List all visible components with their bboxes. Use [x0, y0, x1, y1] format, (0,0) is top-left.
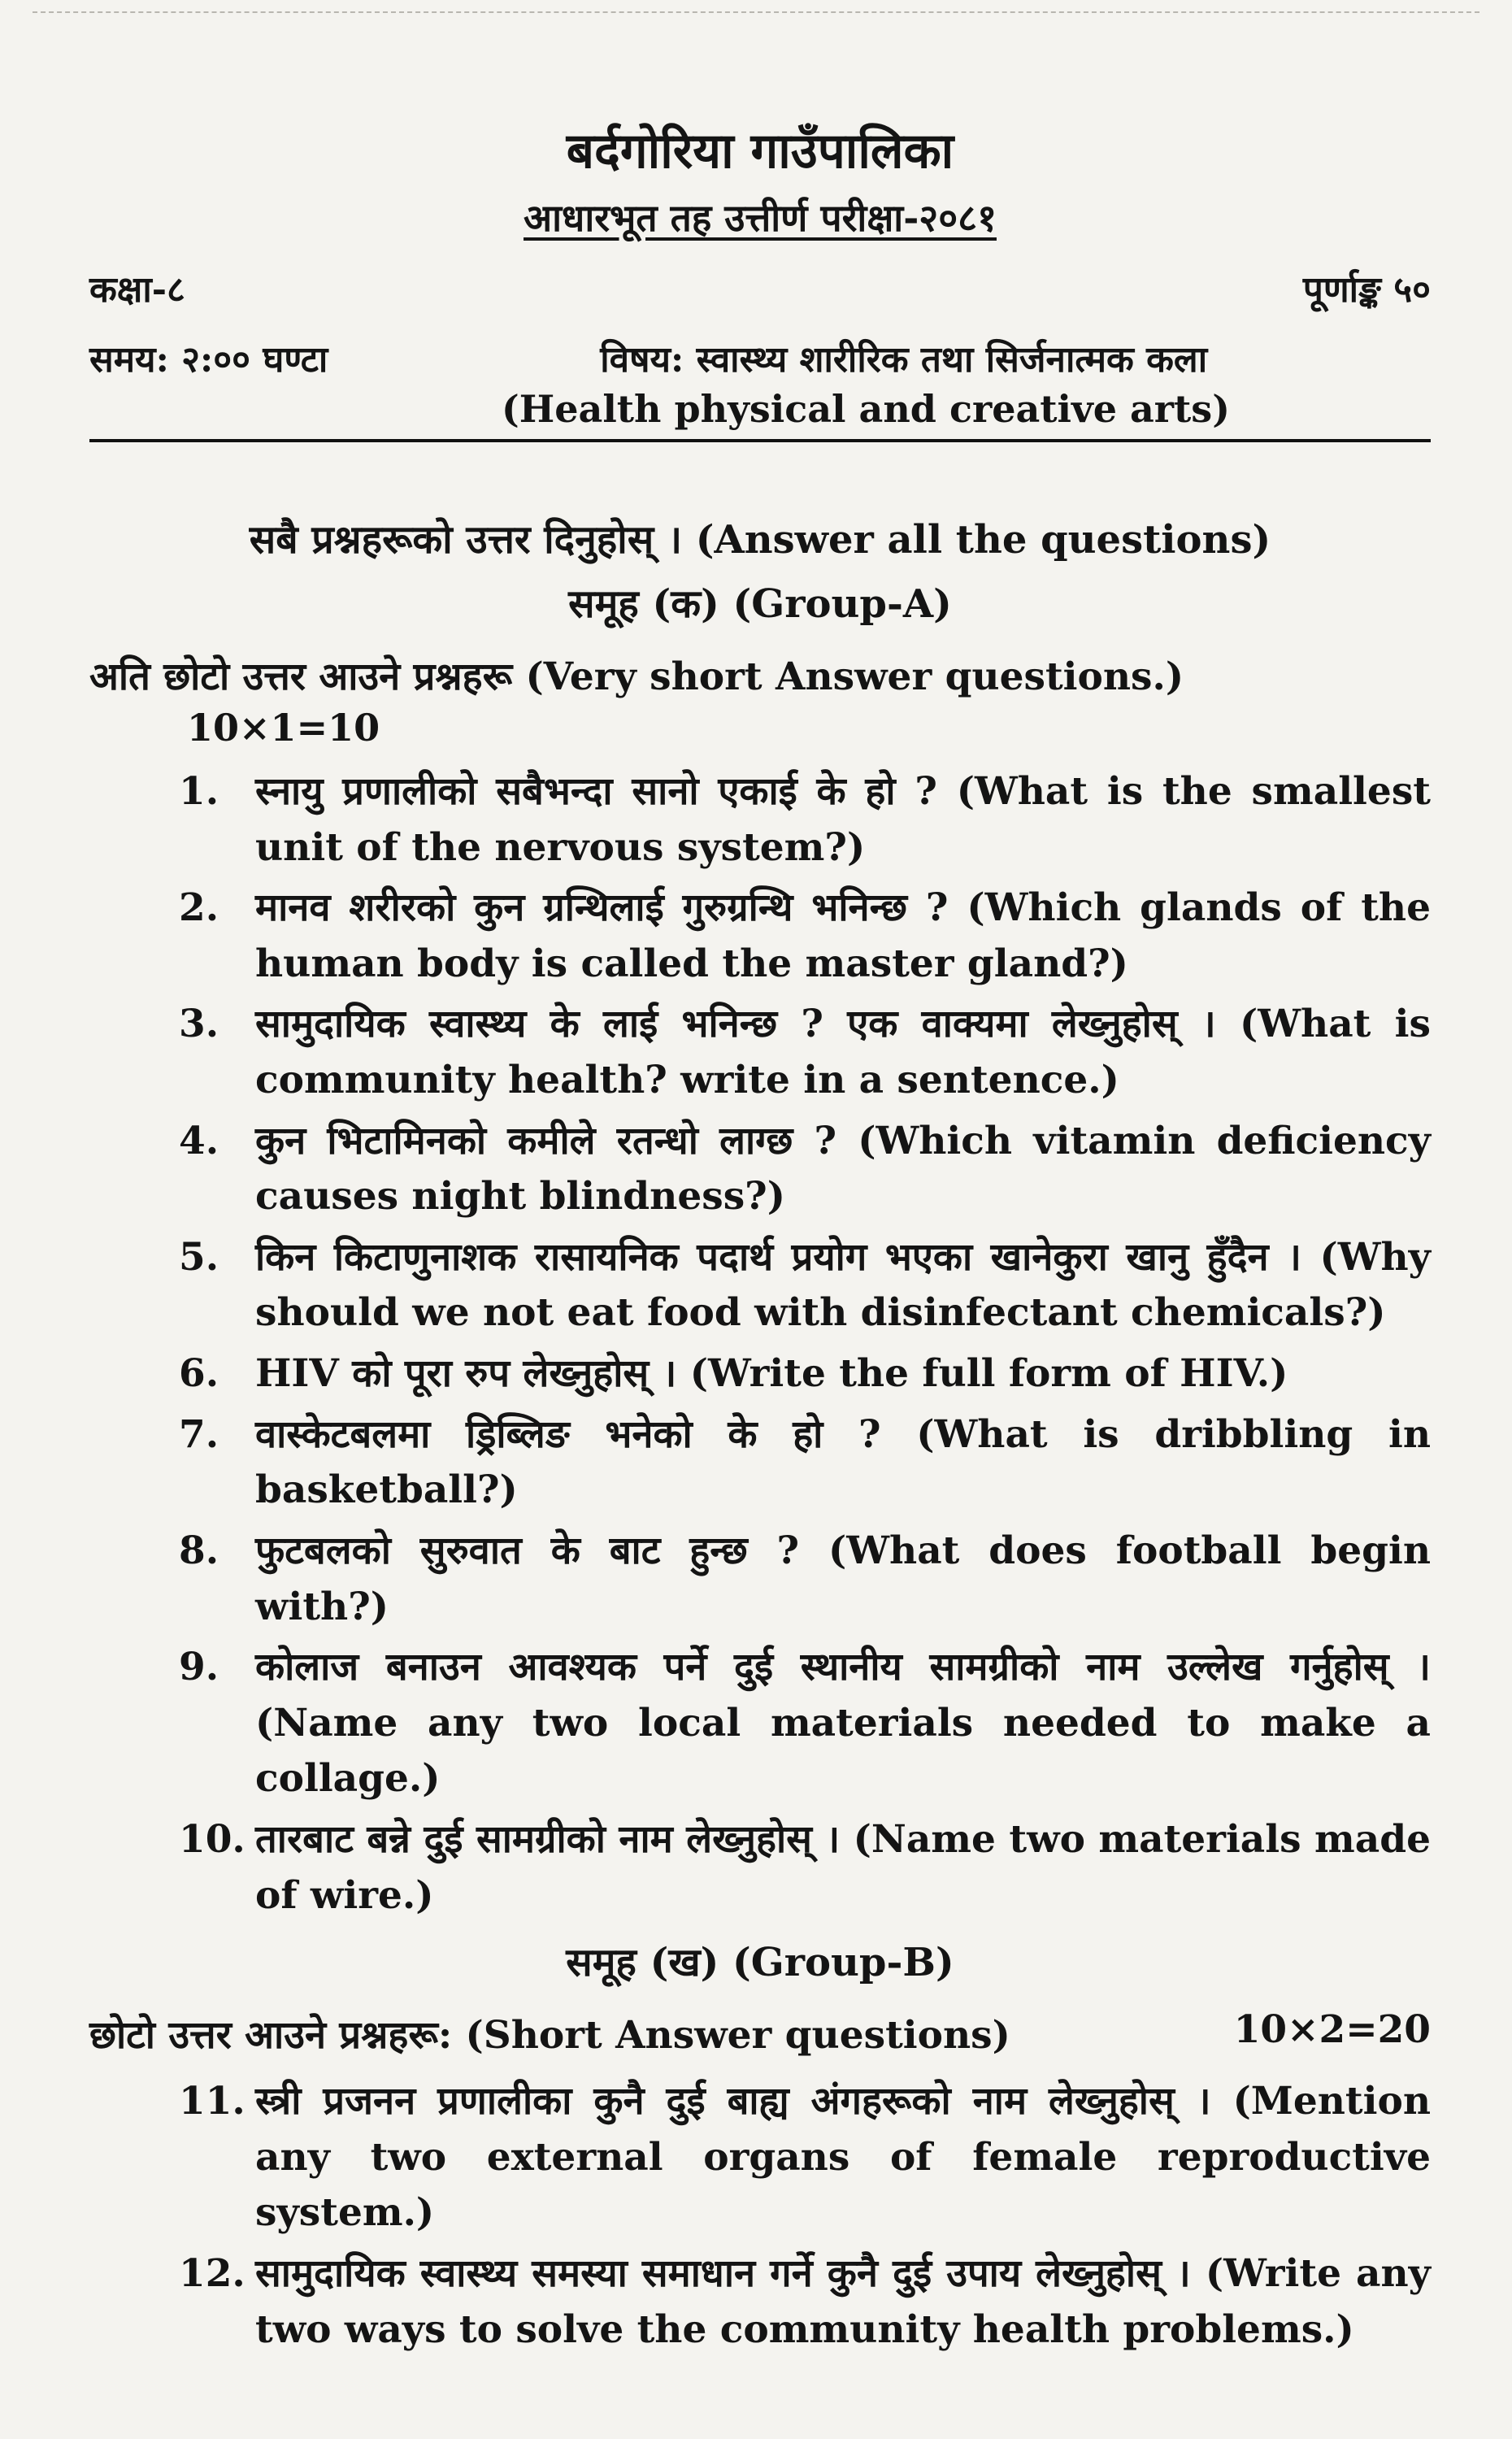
question-np: HIV को पूरा रुप लेख्नुहोस् । — [255, 1351, 677, 1397]
exam-subtitle-text: आधारभूत तह उत्तीर्ण परीक्षा-२०८१ — [524, 196, 997, 240]
question-text — [255, 1346, 1431, 1402]
question-text — [255, 1407, 1431, 1519]
exam-subtitle — [89, 192, 1431, 242]
municipality-title: बर्दगोरिया गाउँपालिका — [566, 123, 954, 180]
question-np: सामुदायिक स्वास्थ्य के लाई भनिन्छ ? एक वाक्यमा लेख्नुहोस् । — [255, 1002, 1216, 1047]
question-en: (Write the full form of HIV.) — [689, 1351, 1288, 1397]
question-text — [255, 1640, 1431, 1807]
question-en: (What does football begin with?) — [255, 1528, 1431, 1629]
group-b-marks: 10×2=20 — [1233, 2007, 1431, 2053]
question-np: फुटबलको सुरुवात के बाट हुन्छ ? — [255, 1528, 800, 1573]
instruction: सबै प्रश्नहरूको उत्तर दिनुहोस् । (Answer all the questions) — [249, 517, 1271, 563]
question-number: 5. — [179, 1234, 219, 1280]
question-item — [179, 2246, 1431, 2358]
question-np: किन किटाणुनाशक रासायनिक पदार्थ प्रयोग भएका खानेकुरा खानु हुँदैन । — [255, 1234, 1301, 1280]
question-item — [179, 880, 1431, 992]
group-a-question-list — [89, 764, 1431, 1924]
question-np: वास्केटबलमा ड्रिब्लिङ भनेको के हो ? — [255, 1411, 881, 1457]
group-b-section-text: छोटो उत्तर आउने प्रश्नहरू: (Short Answer questions) — [89, 2013, 1010, 2059]
group-a-heading: समूह (क) (Group-A) — [568, 581, 952, 627]
question-number: 9. — [179, 1645, 219, 1690]
question-number: 2. — [179, 885, 219, 931]
question-text — [255, 2074, 1431, 2241]
question-en: (Which glands of the human body is called the master gland?) — [255, 885, 1431, 986]
subject-label-en: (Health physical and creative arts) — [502, 387, 1230, 431]
group-b-heading: समूह (ख) (Group-B) — [566, 1940, 954, 1986]
question-en: (Name any two local materials needed to make a collage.) — [255, 1700, 1431, 1802]
question-item — [179, 1640, 1431, 1807]
question-number: 3. — [179, 1002, 219, 1047]
question-number: 4. — [179, 1118, 219, 1163]
group-a-section-text: अति छोटो उत्तर आउने प्रश्नहरू (Very short Answer questions.) — [89, 654, 1184, 699]
subject-label-np: विषय: स्वास्थ्य शारीरिक तथा सिर्जनात्मक कला — [600, 339, 1208, 380]
question-np: सामुदायिक स्वास्थ्य समस्या समाधान गर्ने कुनै दुई उपाय लेख्नुहोस् । — [255, 2251, 1191, 2297]
time-subject-row — [89, 333, 1431, 382]
group-b-section-title — [89, 2007, 1431, 2059]
question-text — [255, 2246, 1431, 2358]
question-np: तारबाट बन्ने दुई सामग्रीको नाम लेख्नुहोस् । — [255, 1816, 841, 1862]
question-en: (What is community health? write in a sentence.) — [255, 1002, 1431, 1103]
question-item — [179, 1407, 1431, 1519]
group-a-marks: 10×1=10 — [187, 706, 380, 750]
question-np: कुन भिटामिनको कमीले रतन्धो लाग्छ ? — [255, 1118, 837, 1163]
question-item — [179, 1230, 1431, 1341]
question-text — [255, 880, 1431, 992]
question-en: (What is the smallest unit of the nervous system?) — [255, 769, 1431, 870]
group-b-question-list — [89, 2074, 1431, 2358]
question-np: मानव शरीरको कुन ग्रन्थिलाई गुरुग्रन्थि भनिन्छ ? — [255, 885, 949, 931]
question-en: (Name two materials made of wire.) — [255, 1816, 1431, 1918]
header-divider — [89, 439, 1431, 442]
question-text — [255, 1812, 1431, 1924]
question-number: 1. — [179, 769, 219, 814]
question-number: 11. — [179, 2079, 245, 2124]
question-en: (Mention any two external organs of female reproductive system.) — [255, 2079, 1431, 2236]
question-text — [255, 997, 1431, 1108]
class-label: कक्षा-८ — [89, 269, 185, 311]
question-text — [255, 764, 1431, 876]
question-item — [179, 764, 1431, 876]
question-np: कोलाज बनाउन आवश्यक पर्ने दुई स्थानीय सामग्रीको नाम उल्लेख गर्नुहोस् । — [255, 1645, 1431, 1690]
question-text — [255, 1230, 1431, 1341]
question-item — [179, 997, 1431, 1108]
question-number: 12. — [179, 2251, 245, 2297]
question-en: (What is dribbling in basketball?) — [255, 1411, 1431, 1513]
question-en: (Write any two ways to solve the community health problems.) — [255, 2251, 1431, 2352]
question-text — [255, 1524, 1431, 1635]
question-en: (Why should we not eat food with disinfectant chemicals?) — [255, 1234, 1431, 1336]
class-marks-row — [89, 263, 1431, 312]
question-item — [179, 1524, 1431, 1635]
question-number: 10. — [179, 1816, 245, 1862]
question-en: (Which vitamin deficiency causes night blindness?) — [255, 1118, 1431, 1220]
question-item — [179, 1114, 1431, 1225]
question-item — [179, 1812, 1431, 1924]
question-np: स्त्री प्रजनन प्रणालीका कुनै दुई बाह्य अंगहरूको नाम लेख्नुहोस् । — [255, 2079, 1211, 2124]
question-number: 8. — [179, 1528, 219, 1573]
question-np: स्नायु प्रणालीको सबैभन्दा सानो एकाई के हो ? — [255, 769, 937, 814]
time-label: समय: २:०० घण्टा — [89, 339, 328, 380]
question-item — [179, 2074, 1431, 2241]
question-item — [179, 1346, 1431, 1402]
question-text — [255, 1114, 1431, 1225]
question-number: 7. — [179, 1411, 219, 1457]
full-marks-label: पूर्णाङ्क ५० — [1302, 269, 1431, 311]
page-edge-line — [33, 11, 1479, 13]
group-a-section-title — [89, 649, 1431, 701]
question-number: 6. — [179, 1351, 219, 1397]
